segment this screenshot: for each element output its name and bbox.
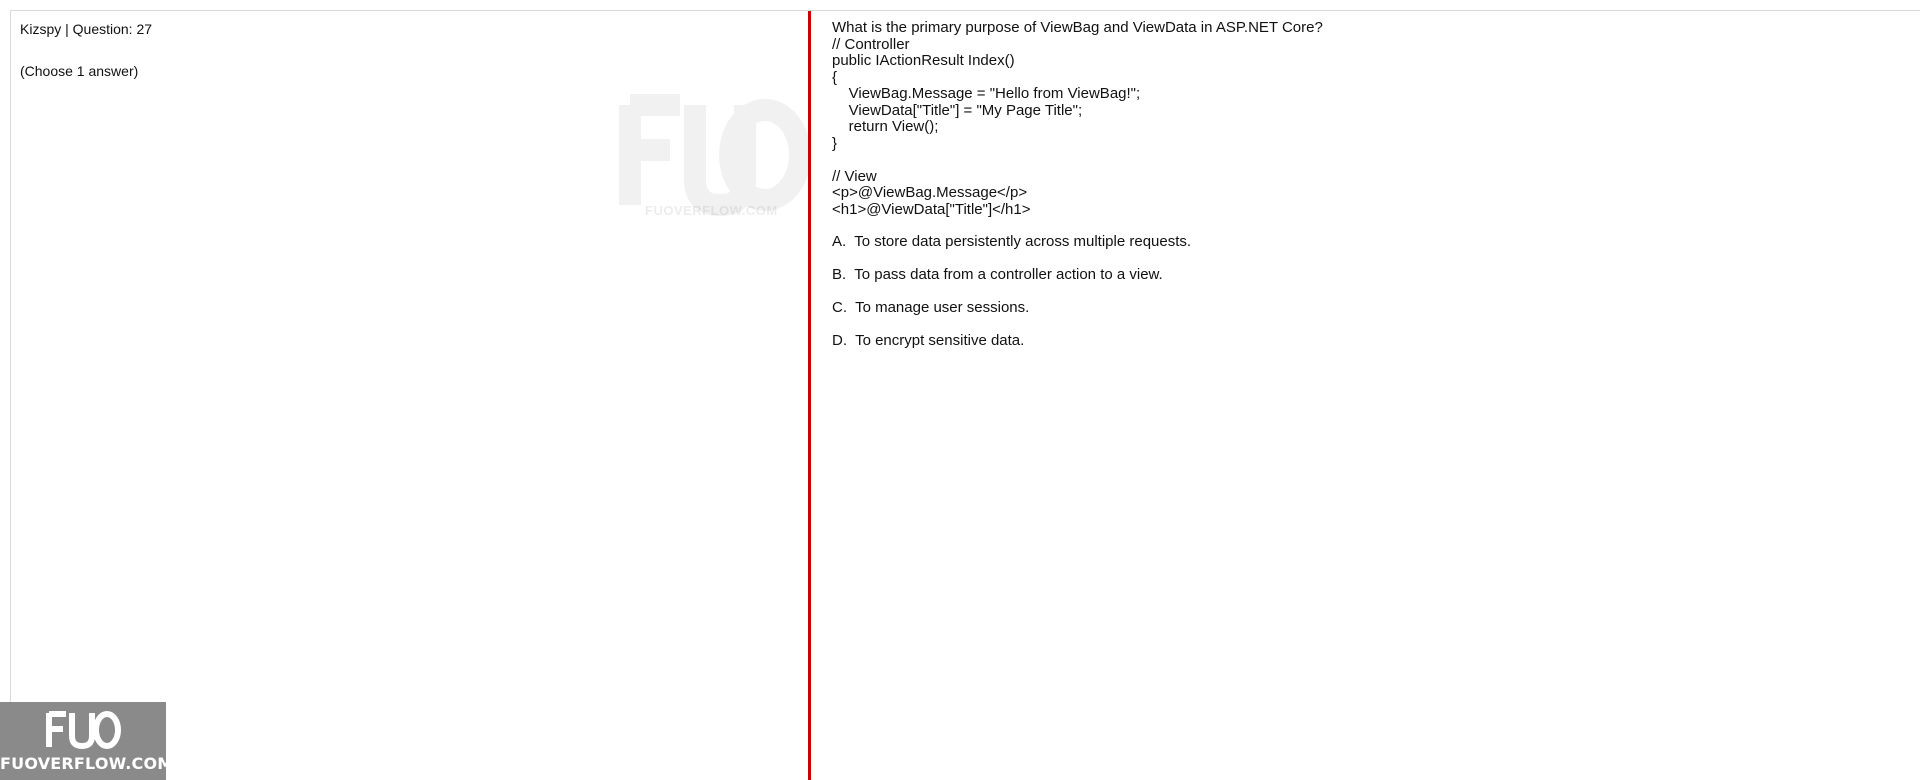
faint-watermark-text: FUOVERFLOW.COM bbox=[645, 203, 778, 218]
option-a[interactable]: A. To store data persistently across multiple requests. bbox=[832, 233, 1192, 250]
question-pane bbox=[832, 20, 1892, 366]
fuoverflow-logo bbox=[0, 702, 174, 780]
answer-options bbox=[832, 234, 1892, 350]
question-line: public IActionResult Index() bbox=[832, 52, 1015, 69]
question-header: Kizspy | Question: 27 bbox=[20, 21, 153, 37]
question-line bbox=[832, 152, 1892, 169]
question-line: { bbox=[832, 68, 838, 86]
question-line: ViewData["Title"] = "My Page Title"; bbox=[832, 101, 1083, 119]
question-line: <p>@ViewBag.Message</p> bbox=[832, 184, 1028, 201]
question-line: <h1>@ViewData["Title"]</h1> bbox=[832, 200, 1031, 218]
logo-text: FUOVERFLOW.COM bbox=[0, 754, 174, 773]
question-line: // View bbox=[832, 167, 877, 185]
option-b[interactable]: B. To pass data from a controller action to a view. bbox=[832, 266, 1163, 283]
question-text bbox=[832, 20, 1892, 218]
question-line: What is the primary purpose of ViewBag and ViewData in ASP.NET Core? bbox=[832, 19, 1323, 36]
question-line: } bbox=[832, 134, 838, 152]
question-line: return View(); bbox=[832, 118, 939, 135]
answer-instruction: (Choose 1 answer) bbox=[20, 63, 139, 79]
question-line: ViewBag.Message = "Hello from ViewBag!"; bbox=[832, 85, 1141, 102]
option-c[interactable]: C. To manage user sessions. bbox=[832, 299, 1030, 316]
pane-divider bbox=[808, 11, 811, 780]
question-line: // Controller bbox=[832, 35, 910, 53]
option-d[interactable]: D. To encrypt sensitive data. bbox=[832, 332, 1025, 349]
fuo-logo-icon bbox=[44, 710, 122, 750]
